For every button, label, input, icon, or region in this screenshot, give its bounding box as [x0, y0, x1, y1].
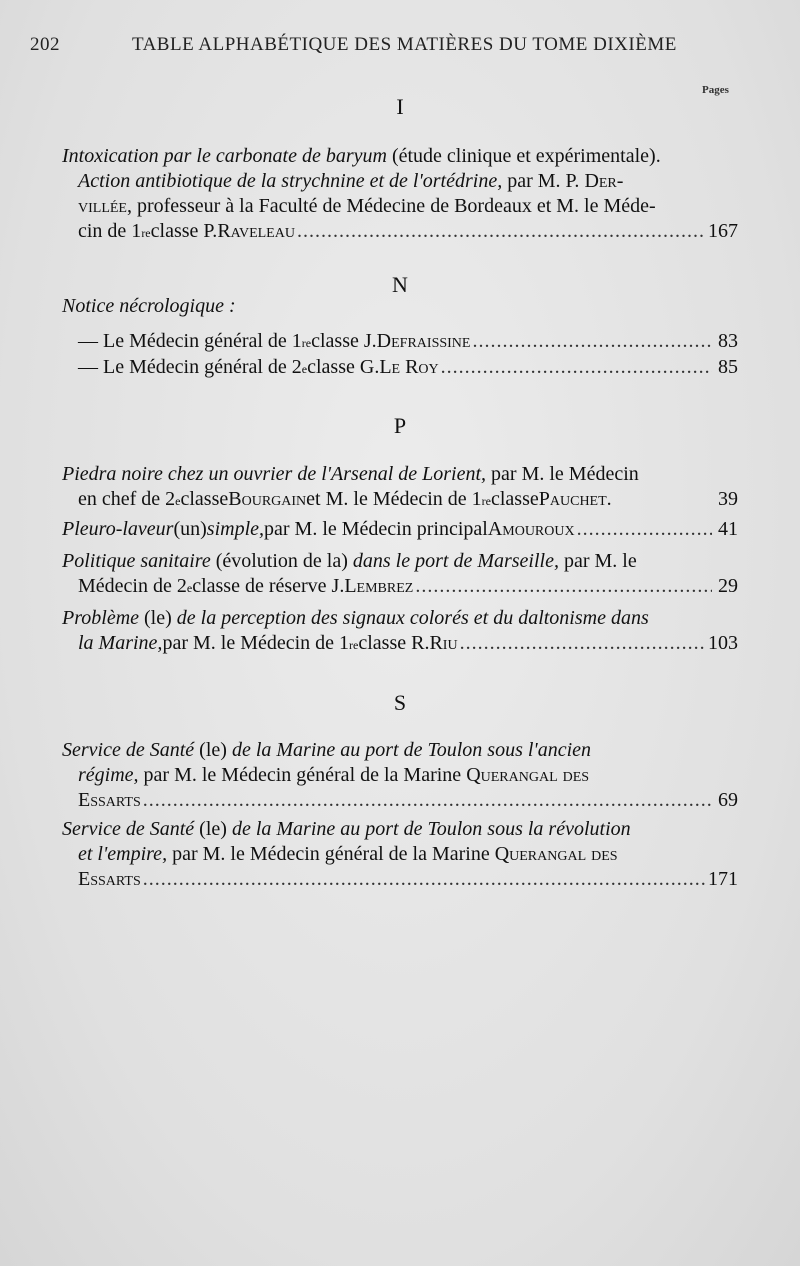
page-ref: 83 — [718, 330, 738, 352]
section-letter-n: N — [392, 272, 408, 297]
page-ref: 85 — [718, 356, 738, 378]
dot-leader — [143, 867, 706, 892]
page-ref: 69 — [718, 789, 738, 811]
index-entry-service-sante-revolution: Service de Santé (le) de la Marine au port de Toulon sous la révolution et l'empire, par M. le Médecin général de la Marine Querangal des Essarts . . . 171 — [62, 817, 738, 892]
dot-leader — [143, 788, 712, 813]
dot-leader — [460, 631, 706, 656]
index-entry-intoxication: Intoxication par le carbonate de baryum (étude clinique et expérimentale). Action antibiotique de la strychnine et de l'ortédrine, par M. P. Der- villée, professeur à la Faculté de Médecine de Bordeaux et M. le Méde- cin de 1 re classe P. Raveleau . . . 167 — [62, 144, 738, 244]
page-ref: 41 — [718, 518, 738, 540]
notice-heading: Notice nécrologique : — [62, 295, 236, 317]
index-entry-probleme: Problème (le) de la perception des signaux colorés et du daltonisme dans la Marine, par M. le Médecin de 1 re classe R. Riu . . . 103 — [62, 606, 738, 656]
page-number: 202 — [30, 34, 60, 55]
dot-leader — [297, 219, 706, 244]
dot-leader — [415, 574, 712, 599]
page-ref: 103 — [708, 632, 738, 654]
index-entry-piedra: Piedra noire chez un ouvrier de l'Arsenal de Lorient, par M. le Médecin en chef de 2 e classe Bourgain et M. le Médecin de 1 re classe Pauchet. 39 — [62, 463, 738, 510]
page-ref: 171 — [708, 868, 738, 890]
dot-leader — [441, 355, 712, 380]
index-entry-pleuro-laveur: Pleuro-laveur (un) simple, par M. le Médecin principal Amouroux . . . 41 — [62, 517, 738, 542]
index-entry-politique-sanitaire: Politique sanitaire (évolution de la) dans le port de Marseille, par M. le Médecin de 2 e classe de réserve J. Lembrez . . . 29 — [62, 549, 738, 599]
page-title: TABLE ALPHABÉTIQUE DES MATIÈRES DU TOME DIXIÈME — [132, 34, 677, 55]
section-letter-i: I — [396, 94, 404, 119]
index-entry-defraissine: — Le Médecin général de 1 re classe J. Defraissine . . . 83 — [62, 329, 738, 354]
page-ref: 167 — [708, 220, 738, 242]
section-letter-p: P — [393, 413, 407, 438]
index-entry-notice — [62, 294, 738, 319]
index-entry-service-sante-ancien-regime: Service de Santé (le) de la Marine au port de Toulon sous l'ancien régime, par M. le Médecin général de la Marine Querangal des Essarts . . . 69 — [62, 738, 738, 813]
page-ref: 39 — [718, 488, 738, 510]
dot-leader — [577, 517, 712, 542]
page-ref: 29 — [718, 575, 738, 597]
pages-column-label: Pages — [702, 84, 729, 96]
index-entry-le-roy: — Le Médecin général de 2 e classe G. Le Roy . . . 85 — [62, 355, 738, 380]
dot-leader — [472, 329, 712, 354]
section-letter-s: S — [393, 690, 407, 715]
